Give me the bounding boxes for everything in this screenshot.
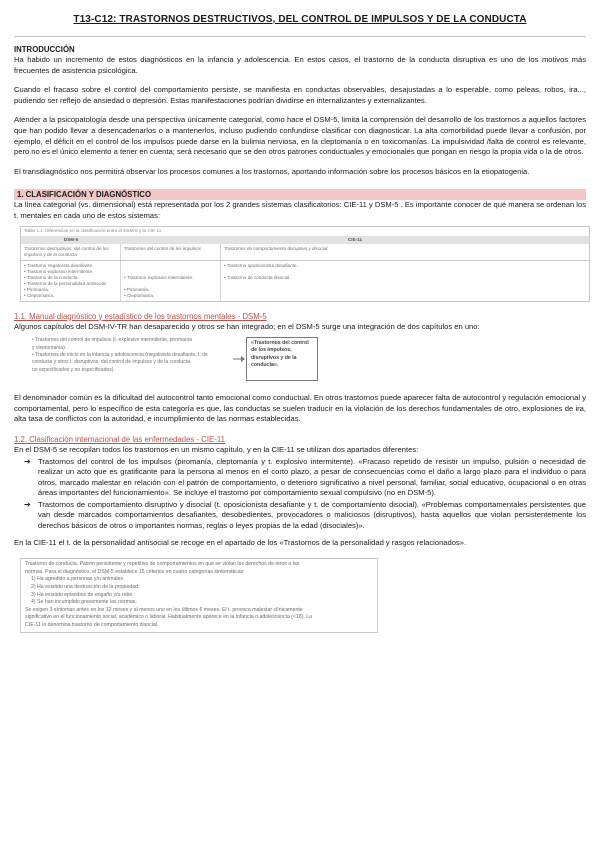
intro-paragraph-1: Ha habido un incremento de estos diagnósticos en la infancia y adolescencia. En estos casos, el trastorno de la conducta disruptiva es uno de los motivos más frecuentes de asistencia psicológica.: [14, 55, 586, 75]
table-header-cie: CIE-11: [347, 236, 363, 242]
intro-heading: INTRODUCCIÓN: [14, 45, 75, 54]
box-line: 1) Ha agredido a personas y/o animales.: [31, 576, 125, 583]
box-line: 3) Ha existido episodios de engaño y/o robo.: [31, 591, 134, 598]
box-line: significativo en el funcionamiento social, académico o laboral. Habitualmente aparece en la infancia o adolescencia (<18). La: [25, 614, 313, 621]
intro-paragraph-2: Cuando el fracaso sobre el control del comportamiento persiste, se manifiesta en conductas observables, desajustadas a lo esperable, como peleas, robos, ira..., pudiendo ser reflejo de ansiedad o depresión. Estas manifestaciones podrían dividirse en internalizantes y externalizantes.: [14, 85, 586, 105]
diagram-source-line: y cleptomanía).: [32, 344, 67, 351]
section-1-heading: 1. CLASIFICACIÓN Y DIAGNÓSTICO: [14, 189, 586, 200]
table-col-1-item: Piromanía.: [26, 286, 50, 292]
diagram-result-chapter: «Trastornos del control de los impulsos, disruptivos y de la conducta».: [246, 337, 318, 381]
diagram-source-chapters: [32, 337, 232, 374]
table-subheader-3: Trastornos de comportamiento disruptivo y disocial: [224, 245, 328, 251]
arrow-right-icon: [233, 355, 245, 363]
box-line: Trastorno de conducta. Patrón persistente y repetitivo de comportamientos en que se violan los derechos de otros o las: [25, 561, 300, 568]
section-1-paragraph-1: La línea categorial (vs. dimensional) está representada por los 2 grandes sistemas clasificatorios: CIE-11 y DSM-5 . Es importante conocer de qué manera se ordenan los t. mentales en cada uno de estos sistemas:: [14, 200, 586, 220]
chapter-integration-diagram: [14, 335, 586, 393]
table-header-row: [21, 236, 589, 244]
list-item: [24, 499, 586, 532]
table-col-3-cell: • Trastorno oposicionista desafiante. • Trastorno de conducta disocial.: [224, 262, 298, 280]
subsection-1-1-heading: 1.1. Manual diagnóstico y estadístico de los trastornos mentales - DSM-5: [14, 311, 267, 321]
arrow-bullet-icon: ➔: [24, 456, 31, 466]
subsection-1-1-paragraph-2: El denominador común es la dificultad del autocontrol tanto emocional como conductual. En otros trastornos puede aparecer falta de autocontrol y regulación emocional y comportamental, pero lo específico de esta categoría es que, las conductas se suelen traducir en la violación de los derechos fundamentales de otro, explosiones de ira, alta tasa de conflictos con la autoridad, e incumplimiento de las normas establecidas.: [14, 393, 586, 424]
subsection-1-2-paragraph-2: En la CIE-11 el t. de la personalidad antisocial se recoge en el apartado de los «Trastornos de la personalidad y rasgos relacionados».: [14, 537, 467, 547]
cie-section-disruptive-dissocial: Trastornos de comportamiento disruptivo y disocial (t. oposicionista desafiante y t. de comportamiento disocial). «Problemas comportamentales persistentes que van desde marcados comportamientos desafiantes, desobedientes, provocadores o maliciosos (disruptivos), hasta aquellos que violan persistentemente los derechos básicos de otros o importantes normas, reglas o leyes propias de la edad (disociales)».: [38, 499, 586, 531]
arrow-bullet-icon: ➔: [24, 499, 31, 509]
table-header-dsm: DSM-5: [63, 236, 79, 242]
table-col-3-item: Trastorno de conducta disocial.: [226, 274, 291, 280]
box-line: 2) Ha existido una destrucción de la propiedad.: [31, 584, 140, 591]
table-col-2-item: Piromanía.: [126, 286, 150, 292]
table-col-1-item: Cleptomanía.: [26, 292, 55, 298]
intro-paragraph-4: El transdiagnóstico nos permitirá observar los procesos comunes a los trastornos, aportando información sobre los procesos básicos en la etiopatogenia.: [14, 166, 530, 176]
diagram-source-line: • Trastornos de inicio en la infancia y adolescencia (negativista desafiante, t. de: [32, 351, 208, 358]
box-line: 4) Se han incumplido gravemente las normas.: [31, 599, 137, 606]
table-col-1-cell: • Trastorno negativista desafiante. • Trastorno explosivo intermitente. • Trastorno de la conducta. • Trastorno de la personalidad antisocial. • Piromanía. • Cleptomanía.: [21, 261, 121, 301]
table-caption: Tabla 1.1. Diferencias en la clasificación entre el DSM-5 y la CIE-11: [24, 227, 162, 233]
table-subheader-1: Trastornos destructivos, del control de los impulsos y de la conducta: [21, 244, 121, 260]
box-line: CIE-11 lo denomina trastorno de comportamiento disocial.: [25, 622, 159, 628]
table-col-2-cell: • Trastorno explosivo intermitente. • Piromanía. • Cleptomanía.: [121, 261, 221, 301]
document-title: T13-C12: TRASTORNOS DESTRUCTIVOS, DEL CONTROL DE IMPULSOS Y DE LA CONDUCTA: [73, 14, 527, 25]
diagram-source-line: conducta y otros t. disruptivos, del control de impulsos y de la conducta,: [32, 359, 192, 366]
subsection-1-2-heading: 1.2. Clasificación internacional de las enfermedades - CIE-11: [14, 434, 225, 444]
box-line: Se exigen 3 síntomas antes en los 12 meses y al menos uno en los últimos 6 meses. El t. provoca malestar clínicamente: [25, 606, 303, 613]
title-divider: [14, 36, 586, 37]
table-col-3-item: Trastorno oposicionista desafiante.: [226, 262, 298, 268]
cie-section-impulse-control: Trastornos del control de los impulsos (piromanía, cleptomanía y t. explosivo intermitente). «Fracaso repetido de resistir un impulso, pulsión o necesidad de realizar un acto que es gratificante para la persona al menos en el corto plazo, a pesar de consecuencias como el daño a largo plazo para el individuo o para otros, marcado malestar en relación con el patrón de comportamiento, o deterioro significativo a nivel personal, familiar, social educativo, ocupacional o en otras áreas importantes del funcionamiento». Se incluye el trastorno por comportamiento sexual compulsivo (no en DSM-5).: [38, 456, 586, 498]
cie-sections-list: [14, 457, 586, 532]
table-subheader-row: [21, 244, 589, 261]
list-item: [24, 456, 586, 499]
intro-paragraph-3: Atender a la psicopatología desde una perspectiva únicamente categorial, como hace el DSM-5, limita la comprensión del desarrollo de los trastornos a aquellos factores que han podido llevar a desencadenarlos o a mantenerlos, incluso pudiendo confundirse clasificar con diagnosticar. La alta comorbilidad puede llevar a confusión, por ejemplo, el déficit en el control de los impulsos puede darse en la bulimia nerviosa, en la cleptomanía o en toxicomanías. La impulsividad /falta de control es relevante, pero no es el único elemento a tener en cuenta; será necesario que se den otros patrones conductuales y emocionales que pongan en riesgo la propia vida o la de otros.: [14, 115, 586, 157]
table-col-1-item: Trastorno explosivo intermitente.: [26, 268, 94, 274]
table-col-1-item: Trastorno de la personalidad antisocial.: [26, 280, 107, 286]
diagram-source-line: no especificados y no especificados).: [32, 366, 115, 373]
table-col-1-item: Trastorno negativista desafiante.: [26, 262, 94, 268]
diagram-source-line: • Trastornos del control de impulsos (t. explosivo intermitente, piromanía: [32, 337, 192, 344]
subsection-1-1-paragraph-1: Algunos capítulos del DSM-IV-TR han desaparecido y otros se han integrado; en el DSM-5 surge una integración de dos capítulos en uno:: [14, 321, 480, 331]
table-col-2-item: Trastorno explosivo intermitente.: [126, 274, 194, 280]
table-body-row: [21, 261, 589, 301]
classification-table-figure: [20, 226, 590, 302]
table-col-1-item: Trastorno de la conducta.: [26, 274, 79, 280]
table-col-2-item: Cleptomanía.: [126, 292, 155, 298]
table-subheader-2: Trastornos del control de los impulsos: [121, 244, 221, 260]
conduct-disorder-box: [20, 558, 378, 632]
box-line: normas. Para el diagnóstico, el DSM-5 establece 15 criterios en cuatro categorías sintomáticas:: [25, 568, 245, 575]
subsection-1-2-paragraph-1: En el DSM-5 se recopilan todos los trastornos en un mismo capítulo, y en la CIE-11 se utilizan dos apartados diferentes:: [14, 444, 419, 454]
